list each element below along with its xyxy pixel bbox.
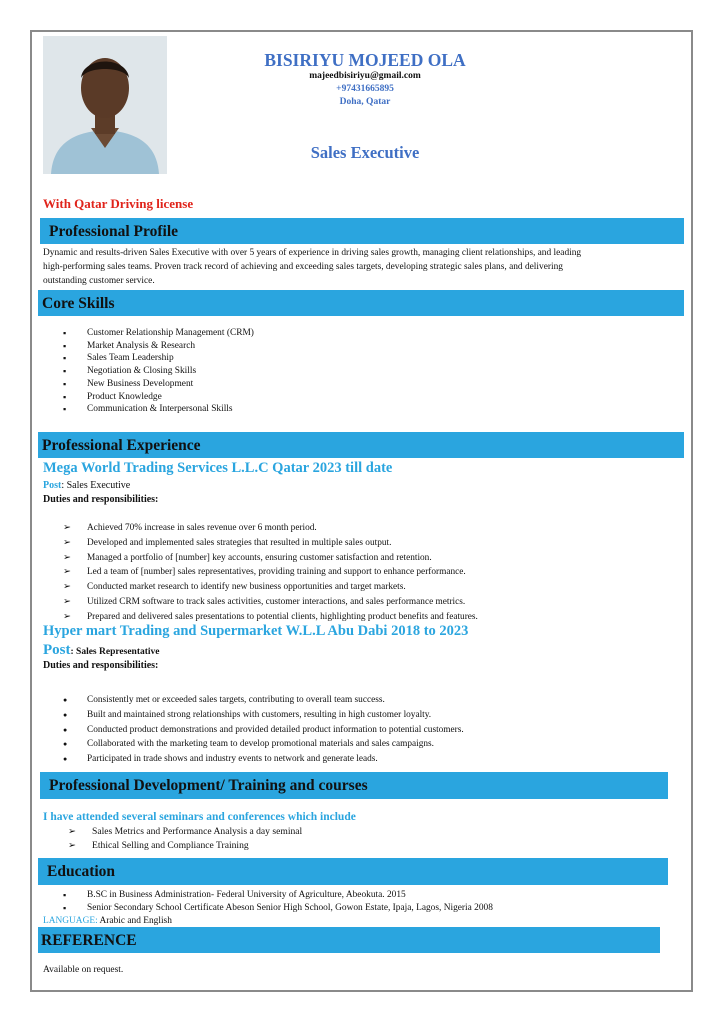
list-item: ● Consistently met or exceeded sales targets, contributing to overall team success. (43, 693, 464, 708)
training-list (48, 825, 302, 853)
reference-text: Available on request. (43, 965, 124, 975)
list-item: ➢ Utilized CRM software to track sales activities, customer interactions, and sales performance metrics. (43, 595, 478, 610)
candidate-name: BISIRIYU MOJEED OLA (264, 50, 466, 70)
duties-heading-2: Duties and responsibilities: (43, 660, 159, 671)
list-item: ● Collaborated with the marketing team to develop promotional materials and sales campaigns. (43, 737, 464, 752)
list-item: ➢ Managed a portfolio of [number] key accounts, ensuring customer satisfaction and retention. (43, 551, 478, 566)
duties-heading-1: Duties and responsibilities: (43, 494, 159, 505)
location: Doha, Qatar (339, 97, 391, 107)
list-item: ➢ Prepared and delivered sales presentations to potential clients, highlighting product benefits and features. (43, 610, 478, 625)
post-1 (43, 480, 130, 491)
list-item: ➢ Developed and implemented sales strategies that resulted in multiple sales output. (43, 536, 478, 551)
list-item: ➢ Led a team of [number] sales representatives, providing training and support to enhance performance. (43, 565, 478, 580)
phone: +97431665895 (336, 84, 394, 94)
list-item: ▪ B.SC in Business Administration- Federal University of Agriculture, Abeokuta. 2015 (43, 889, 493, 902)
skills-list (43, 327, 254, 416)
list-item: ● Built and maintained strong relationships with customers, resulting in high customer loyalty. (43, 708, 464, 723)
list-item: ▪ Sales Team Leadership (43, 352, 254, 365)
list-item: ▪ Senior Secondary School Certificate Abeson Senior High School, Gowon Estate, Ipaja, Lagos, Nigeria 2008 (43, 902, 493, 915)
list-item: ▪ Communication & Interpersonal Skills (43, 403, 254, 416)
language-label: LANGUAGE: (43, 916, 98, 926)
list-item: ● Conducted product demonstrations and provided detailed product information to potential customers. (43, 723, 464, 738)
section-heading-training: Professional Development/ Training and courses (40, 772, 668, 799)
profile-line: high-performing sales teams. Proven track record of achieving and exceeding sales targets, developing strategic sales plans, and delivering (43, 262, 563, 273)
profile-paragraph (43, 246, 683, 288)
duties-list-2 (43, 693, 464, 767)
list-item: ▪ New Business Development (43, 378, 254, 391)
section-heading-skills: Core Skills (38, 290, 684, 316)
list-item: ➢ Ethical Selling and Compliance Training (48, 839, 302, 853)
duties-list-1 (43, 521, 478, 625)
language-line (43, 916, 172, 926)
post-value: : Sales Representative (70, 647, 160, 657)
company-1: Mega World Trading Services L.L.C Qatar 2023 till date (43, 460, 393, 476)
list-item: ➢ Conducted market research to identify new business opportunities and target markets. (43, 580, 478, 595)
language-value: Arabic and English (97, 916, 172, 926)
email: majeedbisiriyu@gmail.com (309, 71, 421, 81)
post-2 (43, 642, 160, 659)
list-item: ➢ Achieved 70% increase in sales revenue over 6 month period. (43, 521, 478, 536)
list-item: ▪ Market Analysis & Research (43, 340, 254, 353)
training-intro: I have attended several seminars and conferences which include (43, 811, 356, 823)
post-label: Post (43, 642, 71, 658)
profile-line: Dynamic and results-driven Sales Executive with over 5 years of experience in driving sales growth, managing client relationships, and leading (43, 248, 582, 258)
section-heading-reference: REFERENCE (38, 927, 660, 953)
list-item: ▪ Customer Relationship Management (CRM) (43, 327, 254, 340)
list-item: ▪ Product Knowledge (43, 391, 254, 404)
company-2: Hyper mart Trading and Supermarket W.L.L Abu Dabi 2018 to 2023 (43, 623, 469, 639)
profile-line: outstanding customer service. (43, 276, 155, 287)
list-item: ➢ Sales Metrics and Performance Analysis a day seminal (48, 825, 302, 839)
section-heading-education: Education (38, 858, 668, 885)
post-label: Post (43, 480, 62, 491)
list-item: ▪ Negotiation & Closing Skills (43, 365, 254, 378)
post-value: : Sales Executive (61, 480, 131, 491)
profile-photo (43, 36, 167, 174)
section-heading-experience: Professional Experience (38, 432, 684, 458)
driving-license-note: With Qatar Driving license (43, 196, 194, 211)
section-heading-profile: Professional Profile (40, 218, 684, 244)
list-item: ● Participated in trade shows and industry events to network and generate leads. (43, 752, 464, 767)
education-list (43, 889, 493, 915)
job-title: Sales Executive (310, 143, 420, 162)
